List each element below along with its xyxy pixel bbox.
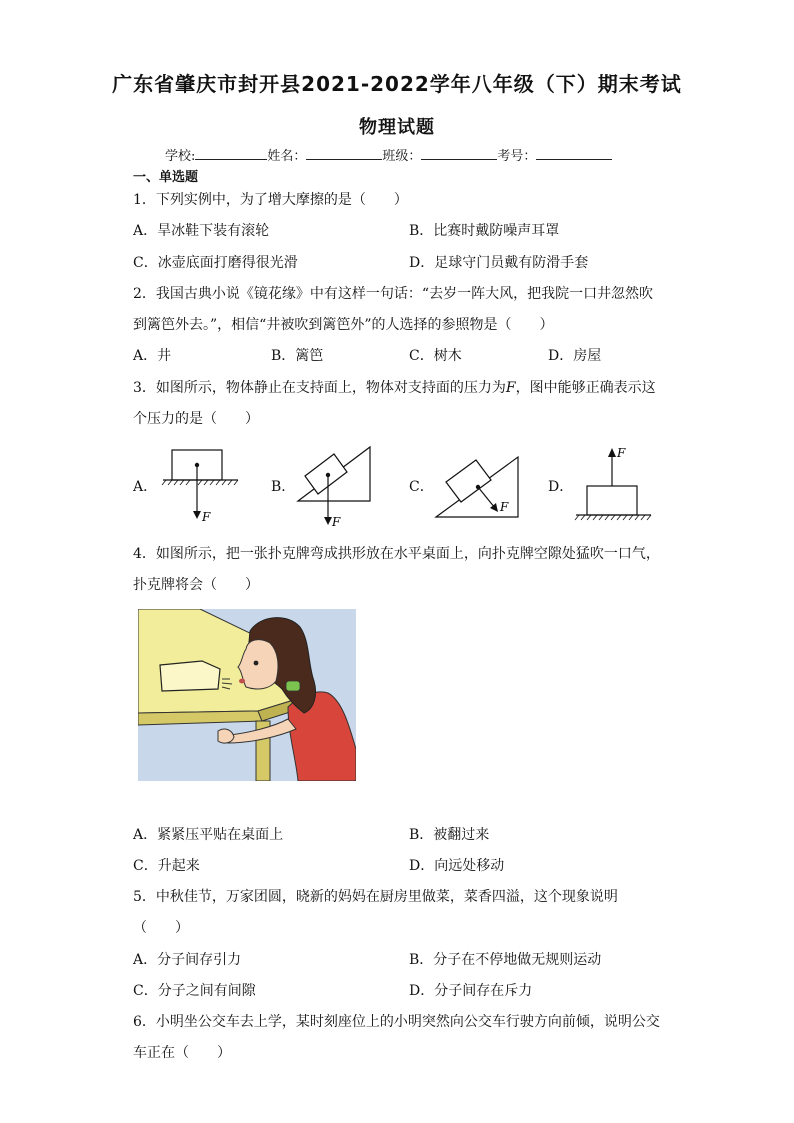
hatching xyxy=(162,480,238,485)
q4-option-d[interactable]: D．向远处移动 xyxy=(409,858,505,874)
q4-stem-line1: 4．如图所示，把一张扑克牌弯成拱形放在水平桌面上，向扑克牌空隙处猛吹一口气， xyxy=(133,546,660,562)
arrow-head xyxy=(324,517,332,525)
q3-figure-a xyxy=(158,445,242,527)
q3-option-a[interactable]: A． xyxy=(133,479,158,495)
arrow-head xyxy=(193,511,201,519)
q3-option-b[interactable]: B． xyxy=(271,479,296,495)
name-label: 姓名： xyxy=(267,149,307,164)
page-subtitle: 物理试题 xyxy=(359,117,435,138)
q2-stem-line1: 2．我国古典小说《镜花缘》中有这样一句话：“去岁一阵大风，把我院一口井忽然吹 xyxy=(133,286,654,302)
page-title: 广东省肇庆市封开县2021-2022学年八年级（下）期末考试 xyxy=(112,72,682,96)
q3-stem-line2: 个压力的是（ ） xyxy=(133,411,259,427)
hair-tie xyxy=(286,681,300,691)
q5-option-a[interactable]: A．分子间存引力 xyxy=(133,952,242,968)
q2-option-d[interactable]: D．房屋 xyxy=(548,348,602,364)
q4-stem-line2: 扑克牌将会（ ） xyxy=(133,577,259,593)
q3-option-c[interactable]: C． xyxy=(409,479,434,495)
school-blank[interactable] xyxy=(195,147,267,160)
q1-option-b[interactable]: B．比赛时戴防噪声耳罩 xyxy=(409,223,560,239)
q4-option-b[interactable]: B．被翻过来 xyxy=(409,827,490,843)
q1-stem: 1．下列实例中，为了增大摩擦的是（ ） xyxy=(133,192,408,208)
q5-option-b[interactable]: B．分子在不停地做无规则运动 xyxy=(409,952,602,968)
info-row xyxy=(165,145,612,164)
q5-stem-line2: （ ） xyxy=(133,920,189,936)
q1-option-d[interactable]: D．足球守门员戴有防滑手套 xyxy=(409,255,589,271)
q3-stem-end: ，图中能够正确表示这 xyxy=(515,380,656,396)
q2-stem-line2: 到篱笆外去。”，相信“井被吹到篱笆外”的人选择的参照物是（ ） xyxy=(133,317,554,333)
q4-option-a[interactable]: A．紧紧压平贴在桌面上 xyxy=(133,827,284,843)
class-blank[interactable] xyxy=(421,147,497,160)
force-label: F xyxy=(617,446,626,460)
q1-option-a[interactable]: A．旱冰鞋下装有滚轮 xyxy=(133,223,270,239)
q6-stem-line2: 车正在（ ） xyxy=(133,1045,231,1061)
q3-stem-var: F xyxy=(505,380,516,396)
q3-stem-text: 3．如图所示，物体静止在支持面上，物体对支持面的压力为 xyxy=(133,380,506,396)
q5-stem-line1: 5．中秋佳节，万家团圆，晓新的妈妈在厨房里做菜，菜香四溢，这个现象说明 xyxy=(133,889,618,905)
id-blank[interactable] xyxy=(536,147,612,160)
q5-option-d[interactable]: D．分子间存在斥力 xyxy=(409,983,533,999)
q2-option-a[interactable]: A．井 xyxy=(133,348,172,364)
eye xyxy=(254,661,259,666)
name-blank[interactable] xyxy=(306,147,382,160)
class-label: 班级： xyxy=(382,149,422,164)
q3-figure-c xyxy=(434,454,524,520)
id-label: 考号： xyxy=(497,149,537,164)
q2-option-b[interactable]: B．篱笆 xyxy=(271,348,324,364)
q4-illustration xyxy=(138,609,356,781)
mouth xyxy=(239,679,245,684)
force-label: F xyxy=(500,500,509,514)
force-label: F xyxy=(202,510,211,524)
school-label: 学校: xyxy=(165,149,196,164)
q1-option-c[interactable]: C．冰壶底面打磨得很光滑 xyxy=(133,255,298,271)
hatching xyxy=(575,515,651,520)
q3-stem-line1 xyxy=(133,378,656,398)
q3-option-d[interactable]: D． xyxy=(548,479,574,495)
block xyxy=(587,486,637,515)
arrow-head xyxy=(608,448,616,457)
q6-stem-line1: 6．小明坐公交车去上学，某时刻座位上的小明突然向公交车行驶方向前倾，说明公交 xyxy=(133,1014,660,1030)
q4-option-c[interactable]: C．升起来 xyxy=(133,858,200,874)
q3-figure-b xyxy=(292,445,377,530)
playing-card xyxy=(160,661,220,691)
q2-option-c[interactable]: C．树木 xyxy=(409,348,462,364)
section-heading: 一、单选题 xyxy=(133,170,199,185)
force-label: F xyxy=(332,515,341,529)
q3-figure-d xyxy=(573,443,653,523)
q5-option-c[interactable]: C．分子之间有间隙 xyxy=(133,983,256,999)
